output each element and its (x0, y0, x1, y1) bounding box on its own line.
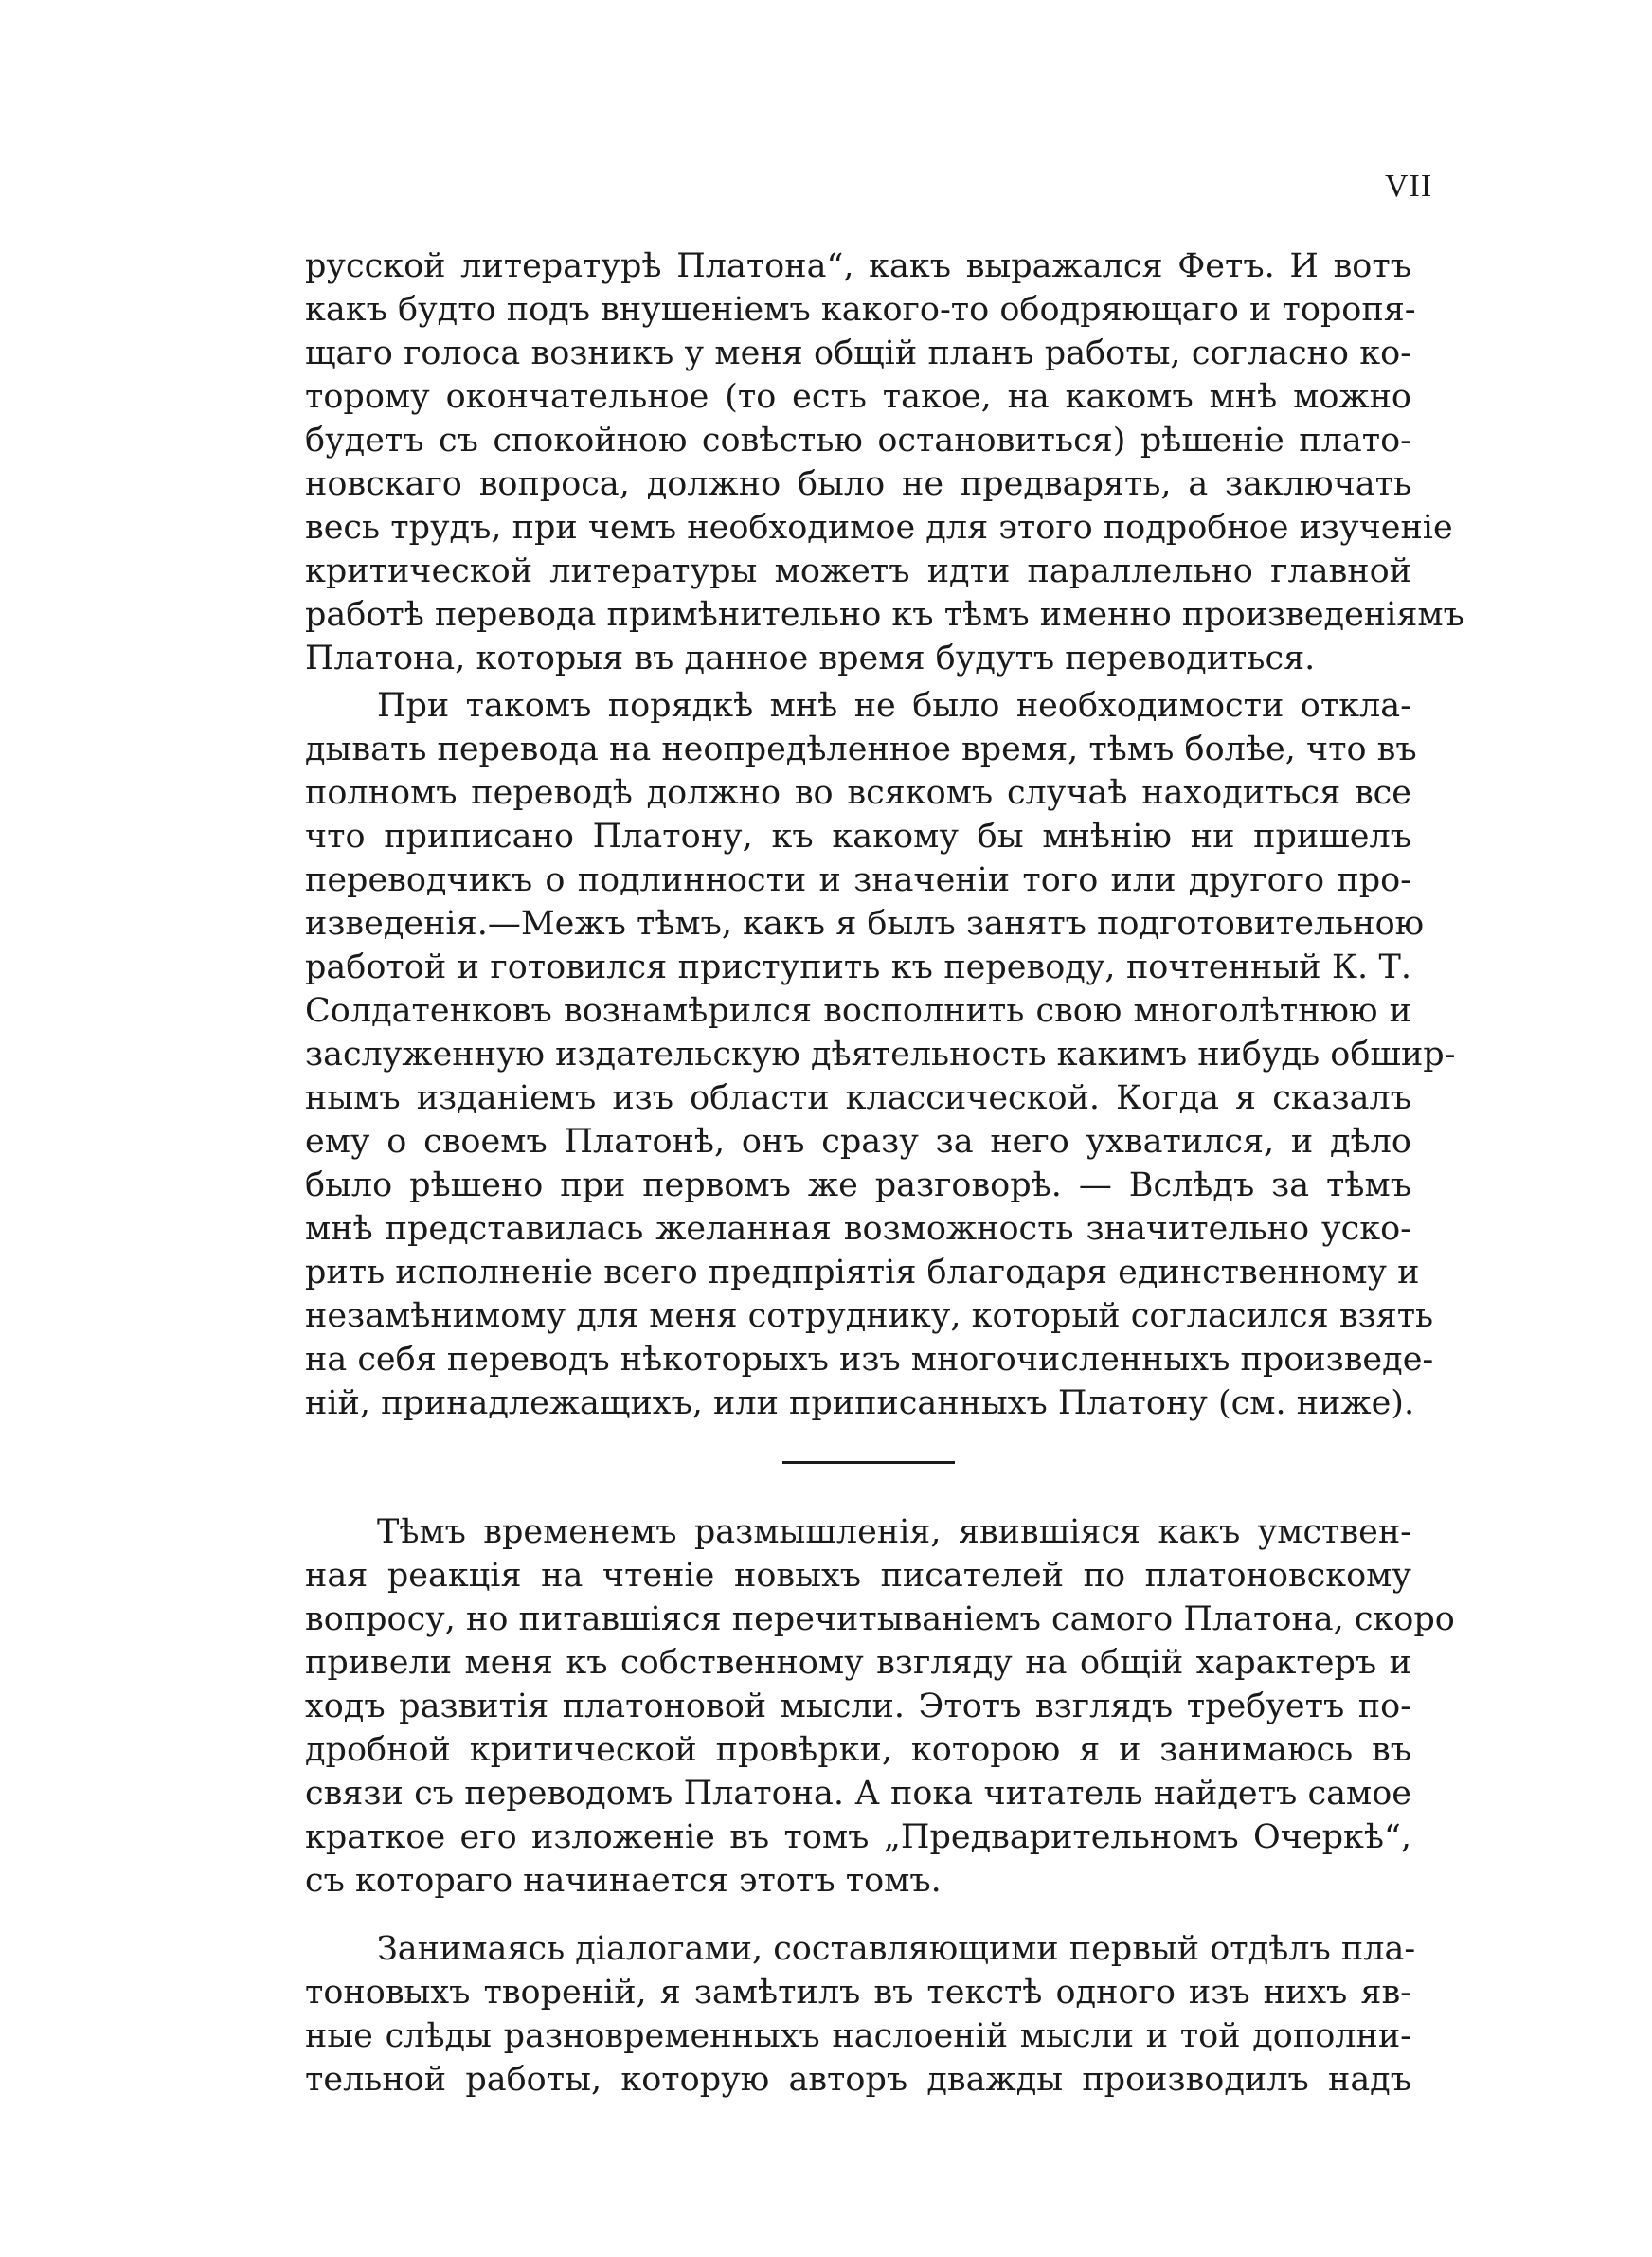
text-line: Занимаясь діалогами, составляющими первый отдѣлъ пла- (377, 1930, 1416, 1968)
text-line: вопросу, но питавшіяся перечитываніемъ самого Платона, скоро (305, 1600, 1455, 1638)
text-line: весь трудъ, при чемъ необходимое для этого подробное изученіе (305, 509, 1453, 547)
paragraph-continued (305, 244, 1464, 680)
text-line: тельной работы, которую авторъ дважды производилъ надъ (305, 2061, 1411, 2099)
text-line: связи съ переводомъ Платона. А пока читатель найдетъ самое (305, 1775, 1411, 1813)
text-line: ходъ развитія платоновой мысли. Этотъ взглядъ требуетъ по- (305, 1688, 1411, 1725)
text-line: ему о своемъ Платонѣ, онъ сразу за него ухватился, и дѣло (305, 1123, 1411, 1161)
paragraph-dialogues (305, 1927, 1416, 2102)
text-line: дробной критической провѣрки, которою я и занимаюсь въ (305, 1731, 1411, 1769)
text-line: на себя переводъ нѣкоторыхъ изъ многочисленныхъ произведе- (305, 1341, 1434, 1379)
page-number: VII (1385, 169, 1433, 204)
text-line: ные слѣды разновременныхъ наслоеній мысли и той дополни- (305, 2017, 1411, 2055)
text-line: ная реакція на чтеніе новыхъ писателей по платоновскому (305, 1557, 1411, 1595)
text-line: нымъ изданіемъ изъ области классической. Когда я сказалъ (305, 1079, 1411, 1117)
text-line: полномъ переводѣ должно во всякомъ случаѣ находиться все (305, 774, 1411, 812)
text-line: съ котораго начинается этотъ томъ. (305, 1862, 942, 1900)
text-line: будетъ съ спокойною совѣстью остановиться) рѣшеніе плато- (305, 422, 1411, 460)
text-line: какъ будто подъ внушеніемъ какого-то ободряющаго и торопя- (305, 291, 1416, 329)
text-line: критической литературы можетъ идти параллельно главной (305, 552, 1411, 590)
text-line: дывать перевода на неопредѣленное время, тѣмъ болѣе, что въ (305, 731, 1417, 768)
text-line: ній, принадлежащихъ, или приписанныхъ Платону (см. ниже). (305, 1384, 1415, 1422)
text-line: переводчикъ о подлинности и значеніи того или другого про- (305, 861, 1411, 899)
text-line: русской литературѣ Платона“, какъ выражался Фетъ. И вотъ (305, 247, 1411, 285)
text-line: мнѣ представилась желанная возможность значительно уско- (305, 1210, 1411, 1248)
text-line: Тѣмъ временемъ размышленія, явившіяся какъ умствен- (377, 1513, 1411, 1551)
text-line: Солдатенковъ вознамѣрился восполнить свою многолѣтнюю и (305, 992, 1411, 1030)
paragraph-order (305, 684, 1456, 1425)
text-line: торому окончательное (то есть такое, на какомъ мнѣ можно (305, 378, 1411, 416)
paragraph-reflections (305, 1510, 1455, 1903)
text-line: При такомъ порядкѣ мнѣ не было необходимости откла- (377, 687, 1411, 725)
text-line: что приписано Платону, къ какому бы мнѣнію ни пришелъ (305, 818, 1411, 856)
text-line: тоновыхъ твореній, я замѣтилъ въ текстѣ одного изъ нихъ яв- (305, 1974, 1411, 2012)
text-line: привели меня къ собственному взгляду на общій характеръ и (305, 1644, 1411, 1682)
text-line: краткое его изложеніе въ томъ „Предварительномъ Очеркѣ“, (305, 1818, 1411, 1856)
text-line: щаго голоса возникъ у меня общій планъ работы, согласно ко- (305, 334, 1411, 372)
text-line: заслуженную издательскую дѣятельность какимъ нибудь обшир- (305, 1036, 1456, 1074)
text-line: Платона, которыя въ данное время будутъ переводиться. (305, 640, 1316, 677)
text-line: работой и готовился приступить къ переводу, почтенный К. Т. (305, 948, 1411, 986)
text-line: работѣ перевода примѣнительно къ тѣмъ именно произведеніямъ (305, 596, 1464, 634)
text-line: было рѣшено при первомъ же разговорѣ. — Вслѣдъ за тѣмъ (305, 1166, 1411, 1204)
text-line: незамѣнимому для меня сотруднику, который согласился взять (305, 1297, 1434, 1335)
text-line: изведенія.—Межъ тѣмъ, какъ я былъ занятъ подготовительною (305, 905, 1425, 943)
text-line: новскаго вопроса, должно было не предварять, а заключать (305, 465, 1411, 503)
text-line: рить исполненіе всего предпріятія благодаря единственному и (305, 1254, 1420, 1291)
section-divider (782, 1461, 955, 1464)
